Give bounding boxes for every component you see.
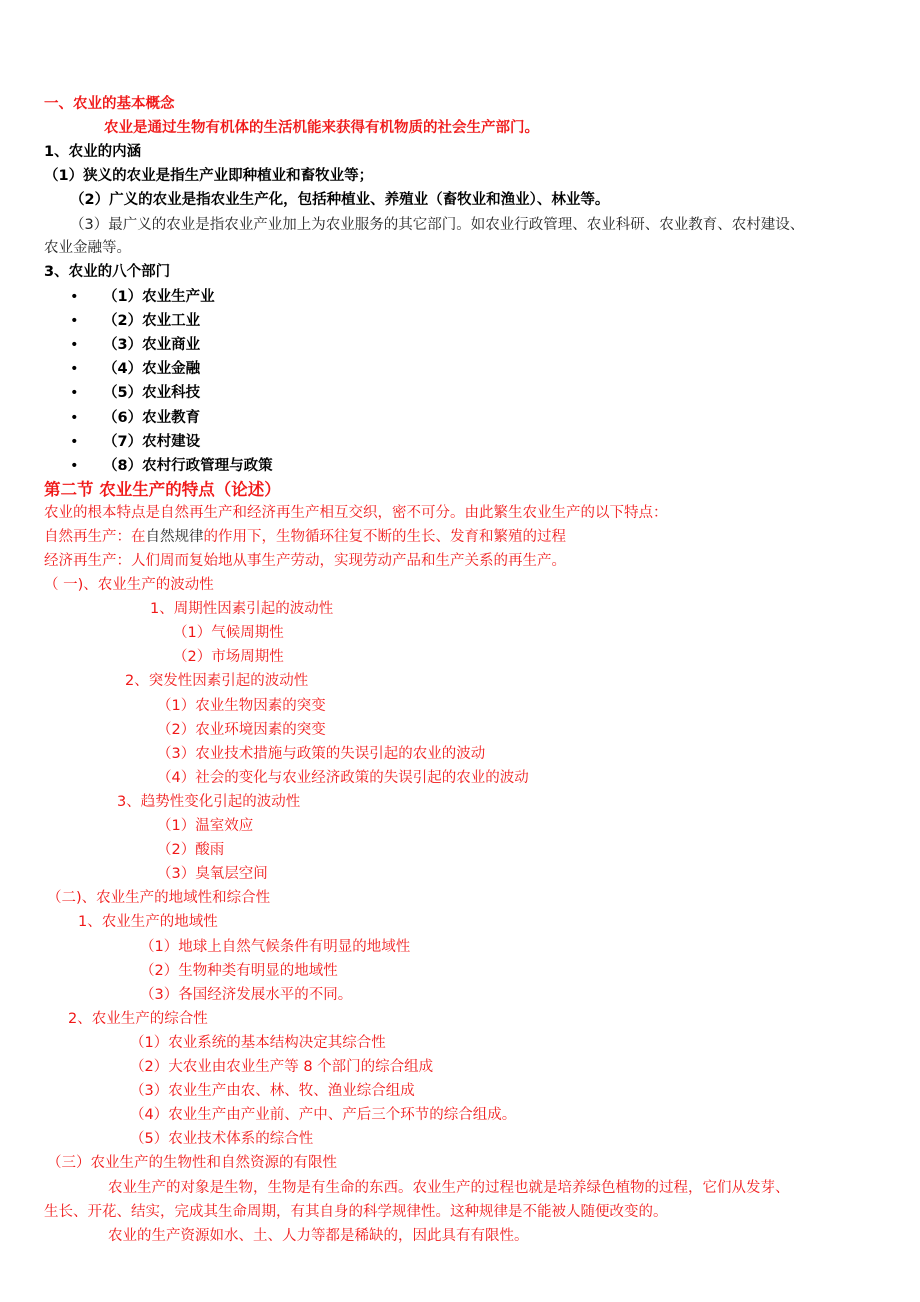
- bullet-icon: •: [70, 409, 79, 426]
- bullet-icon: •: [70, 313, 79, 330]
- outline-item: 1、周期性因素引起的波动性: [150, 601, 334, 618]
- text: 自然再生产：在: [44, 529, 146, 545]
- section-title: 第二节 农业生产的特点（论述）: [44, 480, 281, 499]
- paragraph: [44, 527, 566, 547]
- outline-item: 2、农业生产的综合性: [68, 1010, 208, 1027]
- outline-item: （ 一)、农业生产的波动性: [44, 577, 214, 593]
- list-item: （8）农村行政管理与政策: [103, 457, 273, 474]
- outline-item: （4）社会的变化与农业经济政策的失误引起的农业的波动: [157, 769, 529, 786]
- paragraph: 农业的生产资源如水、土、人力等都是稀缺的，因此具有有限性。: [108, 1228, 529, 1244]
- outline-item: （3）臭氧层空间: [157, 866, 268, 883]
- outline-item: （2）农业环境因素的突变: [157, 721, 326, 738]
- outline-item: （3）各国经济发展水平的不同。: [140, 986, 353, 1003]
- outline-item: 2、突发性因素引起的波动性: [125, 673, 309, 690]
- outline-item: （2）酸雨: [157, 842, 225, 859]
- paragraph: 农业生产的对象是生物，生物是有生命的东西。农业生产的过程也就是培养绿色植物的过程，它们从发芽、: [108, 1180, 790, 1196]
- section-title: 一、农业的基本概念: [44, 96, 175, 112]
- text: 的作用下，生物循环往复不断的生长、发育和繁殖的过程: [203, 529, 566, 545]
- bullet-icon: •: [70, 433, 79, 450]
- heading: 1、农业的内涵: [44, 144, 142, 160]
- definition: 农业是通过生物有机体的生活机能来获得有机物质的社会生产部门。: [104, 120, 539, 136]
- list-item: （3）农业商业: [103, 337, 201, 354]
- list-item: （4）农业金融: [103, 361, 201, 378]
- outline-item: （2）生物种类有明显的地域性: [140, 962, 338, 979]
- outline-item: 1、农业生产的地域性: [78, 914, 218, 931]
- paragraph: 生长、开花、结实，完成其生命周期，有其自身的科学规律性。这种规律是不能被人随便改变的。: [44, 1204, 668, 1220]
- heading: 3、农业的八个部门: [44, 264, 171, 280]
- list-item: （2）农业工业: [103, 313, 201, 330]
- outline-item: （3）农业技术措施与政策的失误引起的农业的波动: [157, 745, 486, 762]
- bullet-icon: •: [70, 385, 79, 402]
- outline-item: （二)、农业生产的地域性和综合性: [47, 890, 271, 907]
- outline-item: （2）大农业由农业生产等 8 个部门的综合组成: [130, 1059, 434, 1075]
- list-item: （1）农业生产业: [103, 289, 215, 305]
- paragraph: （2）广义的农业是指农业生产化，包括种植业、养殖业（畜牧业和渔业）、林业等。: [70, 192, 610, 208]
- outline-item: （三）农业生产的生物性和自然资源的有限性: [47, 1155, 337, 1172]
- outline-item: （3）农业生产由农、林、牧、渔业综合组成: [130, 1083, 415, 1100]
- outline-item: （1）地球上自然气候条件有明显的地域性: [140, 938, 411, 955]
- list-item: （6）农业教育: [103, 409, 201, 426]
- outline-item: （1）农业系统的基本结构决定其综合性: [130, 1034, 386, 1051]
- list-item: （7）农村建设: [103, 433, 201, 450]
- paragraph: （3）最广义的农业是指农业产业加上为农业服务的其它部门。如农业行政管理、农业科研、农业教育、农村建设、: [70, 217, 805, 233]
- list-item: （5）农业科技: [103, 385, 201, 402]
- outline-item: 3、趋势性变化引起的波动性: [117, 793, 301, 810]
- paragraph: 农业的根本特点是自然再生产和经济再生产相互交织，密不可分。由此繁生农业生产的以下特点：: [44, 505, 668, 521]
- outline-item: （1）农业生物因素的突变: [157, 697, 326, 714]
- paragraph: 经济再生产：人们周而复始地从事生产劳动，实现劳动产品和生产关系的再生产。: [44, 553, 566, 569]
- bullet-icon: •: [70, 289, 79, 305]
- outline-item: （1）气候周期性: [173, 625, 284, 642]
- paragraph: （1）狭义的农业是指生产业即种植业和畜牧业等；: [44, 168, 374, 184]
- paragraph: 农业金融等。: [44, 240, 131, 256]
- outline-item: （5）农业技术体系的综合性: [130, 1131, 314, 1148]
- text: 自然规律: [145, 529, 204, 545]
- bullet-icon: •: [70, 457, 79, 474]
- outline-item: （4）农业生产由产业前、产中、产后三个环节的综合组成。: [130, 1107, 517, 1124]
- bullet-icon: •: [70, 337, 79, 354]
- bullet-icon: •: [70, 361, 79, 378]
- outline-item: （2）市场周期性: [173, 649, 284, 666]
- outline-item: （1）温室效应: [157, 818, 254, 834]
